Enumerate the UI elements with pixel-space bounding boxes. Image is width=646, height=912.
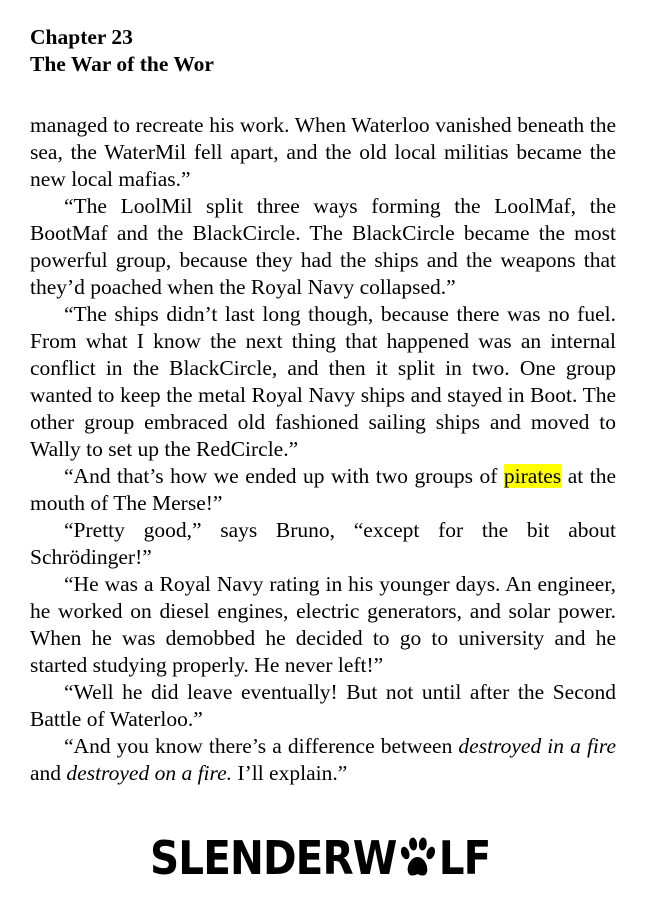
paragraph-text: “Well he did leave eventually! But not until after the Second Battle of Waterloo.” (30, 680, 616, 731)
paragraph-text: managed to recreate his work. When Waterloo vanished beneath the sea, the WaterMil fell apart, and the old local militias became the new local mafias.” (30, 113, 616, 191)
paragraph-text: “The LoolMil split three ways forming the LoolMaf, the BootMaf and the BlackCircle. The BlackCircle became the most powerful group, because they had the ships and the weapons that they’d poached when the Royal Navy collapsed.” (30, 194, 616, 299)
paragraph-text: “He was a Royal Navy rating in his younger days. An engineer, he worked on diesel engines, electric generators, and solar power. When he was demobbed he decided to go to university and he started studying properly. He never left!” (30, 572, 616, 677)
paragraph (30, 733, 616, 787)
paragraph (30, 463, 616, 517)
chapter-number: Chapter 23 (30, 25, 133, 49)
publisher-logo (150, 831, 491, 885)
paragraph (30, 301, 616, 463)
logo-text-left: SLENDERW (150, 831, 397, 885)
paragraph (30, 679, 616, 733)
paragraph-text: at the mouth of The Merse!” (30, 464, 616, 515)
paragraph (30, 571, 616, 679)
paragraph-text: “And that’s how we ended up with two groups of (64, 464, 504, 488)
paragraph-text: and (30, 761, 67, 785)
paragraph-text: “The ships didn’t last long though, because there was no fuel. From what I know the next thing that happened was an internal conflict in the BlackCircle, and then it split in two. One group wanted to keep the metal Royal Navy ships and stayed in Boot. The other group embraced old fashioned sailing ships and moved to Wally to set up the RedCircle.” (30, 302, 616, 461)
chapter-header (30, 24, 214, 78)
highlighted-word: pirates (503, 464, 562, 488)
paragraph-text: “Pretty good,” says Bruno, “except for the bit about Schrödinger!” (30, 518, 616, 569)
italic-text: destroyed in a fire (458, 734, 616, 758)
paragraph-text: “And you know there’s a difference between (64, 734, 459, 758)
paw-print-icon (398, 836, 437, 880)
paragraph (30, 517, 616, 571)
paragraph-text: I’ll explain.” (232, 761, 348, 785)
italic-text: destroyed on a fire. (66, 761, 233, 785)
paragraph (30, 112, 616, 193)
paragraph (30, 193, 616, 301)
body-text (30, 112, 616, 787)
chapter-title: The War of the Wor (30, 52, 214, 76)
logo-text-right: LF (438, 831, 491, 885)
